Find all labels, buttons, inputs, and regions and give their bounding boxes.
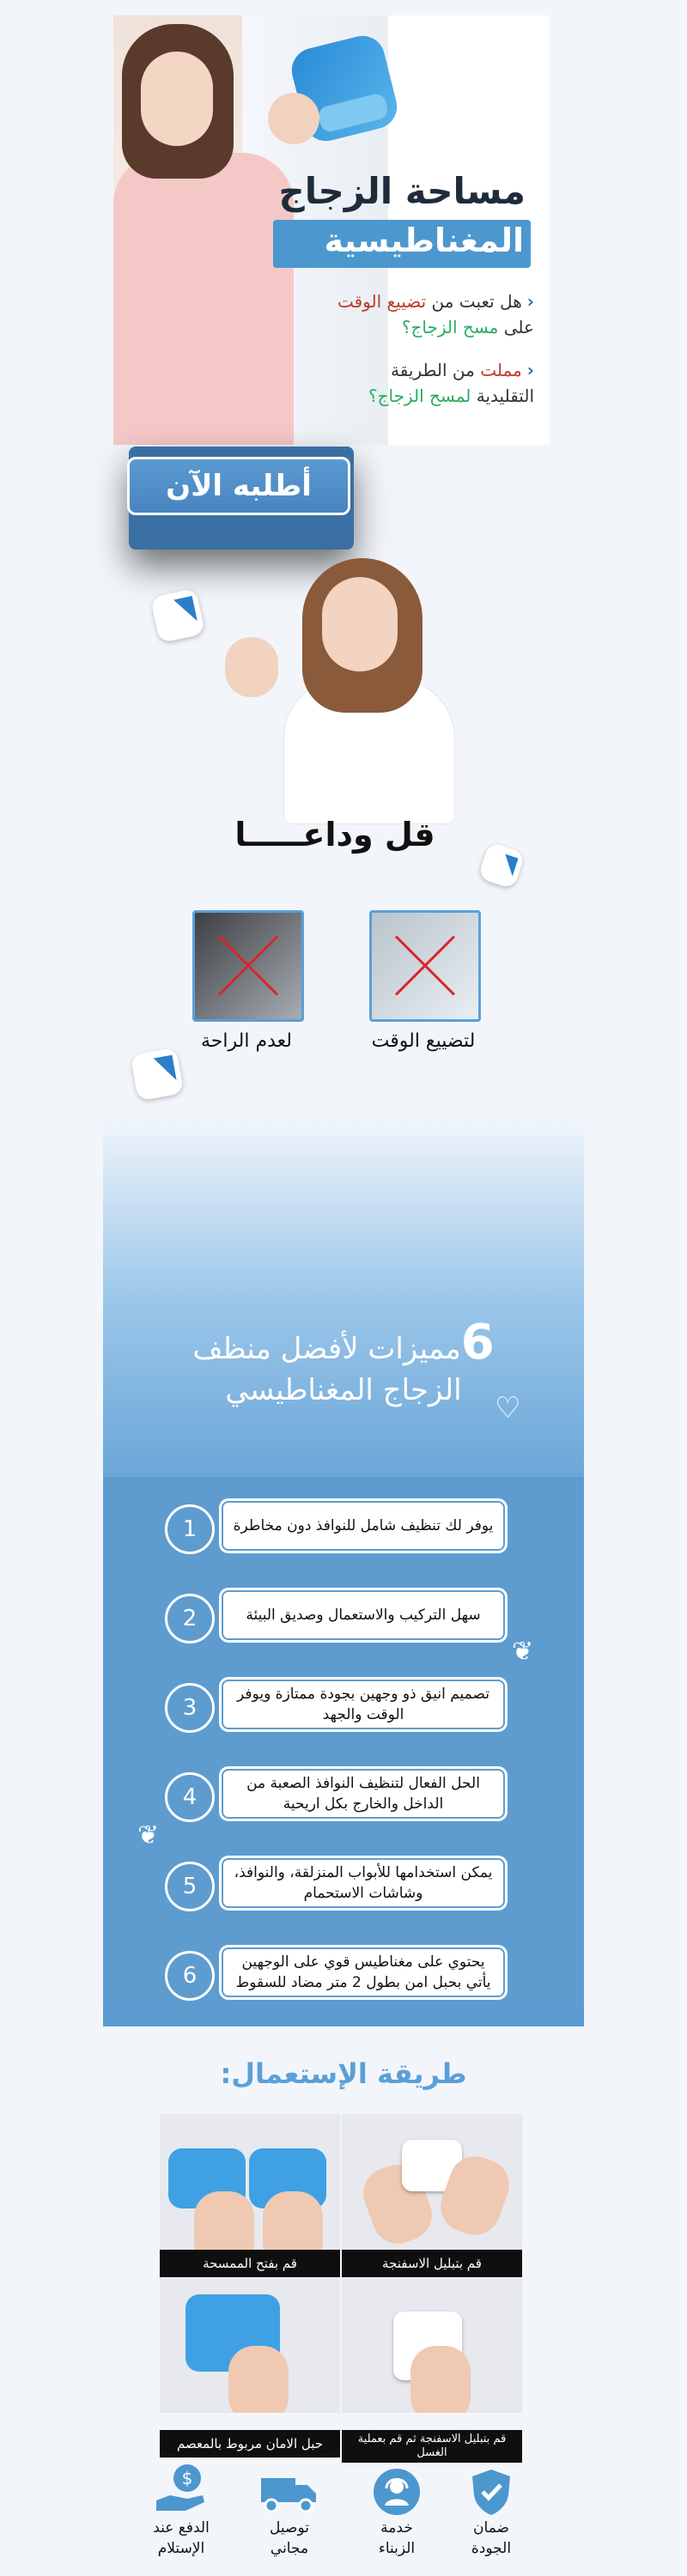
- butterfly-icon: ❦: [137, 1820, 160, 1850]
- feature-item: يمكن استخدامها للأبواب المنزلقة، والنوافذ، وشاشات الاستحمام: [222, 1858, 505, 1908]
- feature-number: 1: [165, 1504, 215, 1554]
- features-panel: [103, 1477, 584, 2009]
- usage-step-image: [342, 2277, 522, 2413]
- delivery-truck-icon: [258, 2466, 321, 2518]
- feature-number: 4: [165, 1772, 215, 1822]
- badge-label: خدمة الزبناء: [378, 2519, 416, 2557]
- problem-label: لتضييع الوقت: [371, 1030, 476, 1052]
- usage-step-image: [160, 2114, 340, 2250]
- feature-item: تصميم انيق ذو وجهين بجودة ممتازة ويوفر الوقت والجهد: [222, 1680, 505, 1729]
- usage-step-caption: قم بفتح الممسحة: [160, 2250, 340, 2277]
- woman-hand: [268, 93, 319, 144]
- chevron-left-icon: ‹: [526, 291, 534, 312]
- hero-question-1: ‹هل تعبت من تضييع الوقت على مسح الزجاج؟: [337, 291, 534, 337]
- feature-item: سهل التركيب والاستعمال وصديق البيئة: [222, 1590, 505, 1640]
- cleaner-icon: [150, 588, 205, 643]
- hero-banner: [113, 15, 550, 445]
- svg-text:$: $: [181, 2468, 193, 2488]
- problem-image-time: [369, 910, 481, 1022]
- usage-step-caption: قم بتبليل الاسفنجة: [342, 2250, 522, 2277]
- features-heading: 6مميزات لأفضل منظف الزجاج المغناطيسي: [192, 1315, 495, 1407]
- customer-service-icon: [371, 2466, 423, 2518]
- woman-body: [113, 153, 294, 445]
- cash-hand-icon: [153, 2461, 213, 2518]
- badge-label: الدفع عند الإستلام: [153, 2519, 210, 2557]
- feature-number: 2: [165, 1594, 215, 1643]
- usage-step-caption: قم بتبليل الاسفنجة ثم قم بعملية الغسل: [342, 2430, 522, 2463]
- hero-title-line1: مساحة الزجاج: [278, 170, 526, 212]
- usage-step-image: [342, 2114, 522, 2250]
- waving-hand: [225, 637, 278, 697]
- shield-check-icon: [465, 2466, 517, 2518]
- feature-item: الحل الفعال لتنظيف النوافذ الصعبة من الداخل والخارج بكل اريحية: [222, 1769, 505, 1819]
- chevron-left-icon: ‹: [526, 360, 534, 380]
- problem-label: لعدم الراحة: [201, 1030, 292, 1052]
- order-now-button[interactable]: أطلبه الآن: [127, 457, 350, 515]
- feature-number: 6: [165, 1951, 215, 2001]
- woman-face: [141, 52, 213, 146]
- usage-heading: طريقة الإستعمال:: [220, 2057, 467, 2090]
- usage-step-image: [160, 2277, 340, 2413]
- problem-image-discomfort: [192, 910, 304, 1022]
- cleaner-icon: [477, 841, 525, 889]
- usage-step-caption: حبل الامان مربوط بالمعصم: [160, 2430, 340, 2458]
- feature-number: 3: [165, 1683, 215, 1733]
- feature-number: 5: [165, 1862, 215, 1911]
- hero-question-2: ‹مملت من الطريقة التقليدية لمسح الزجاج؟: [368, 360, 534, 406]
- butterfly-icon: ❦: [512, 1637, 534, 1667]
- hero-title-line2: المغناطيسية: [324, 222, 524, 259]
- feature-item: يوفر لك تنظيف شامل للنوافذ دون مخاطرة: [222, 1501, 505, 1551]
- goodbye-heading: قل وداعـــــا: [234, 816, 435, 854]
- heart-icon: ♡: [495, 1391, 521, 1425]
- cleaner-icon: [131, 1048, 185, 1102]
- feature-item: يحتوي على مغناطيس قوي على الوجهين يأتي بحبل امن بطول 2 متر مضاد للسقوط: [222, 1947, 505, 1997]
- badge-label: ضمان الجودة: [471, 2519, 512, 2557]
- badge-label: توصيل مجاني: [270, 2519, 309, 2557]
- woman-face-2: [322, 577, 398, 671]
